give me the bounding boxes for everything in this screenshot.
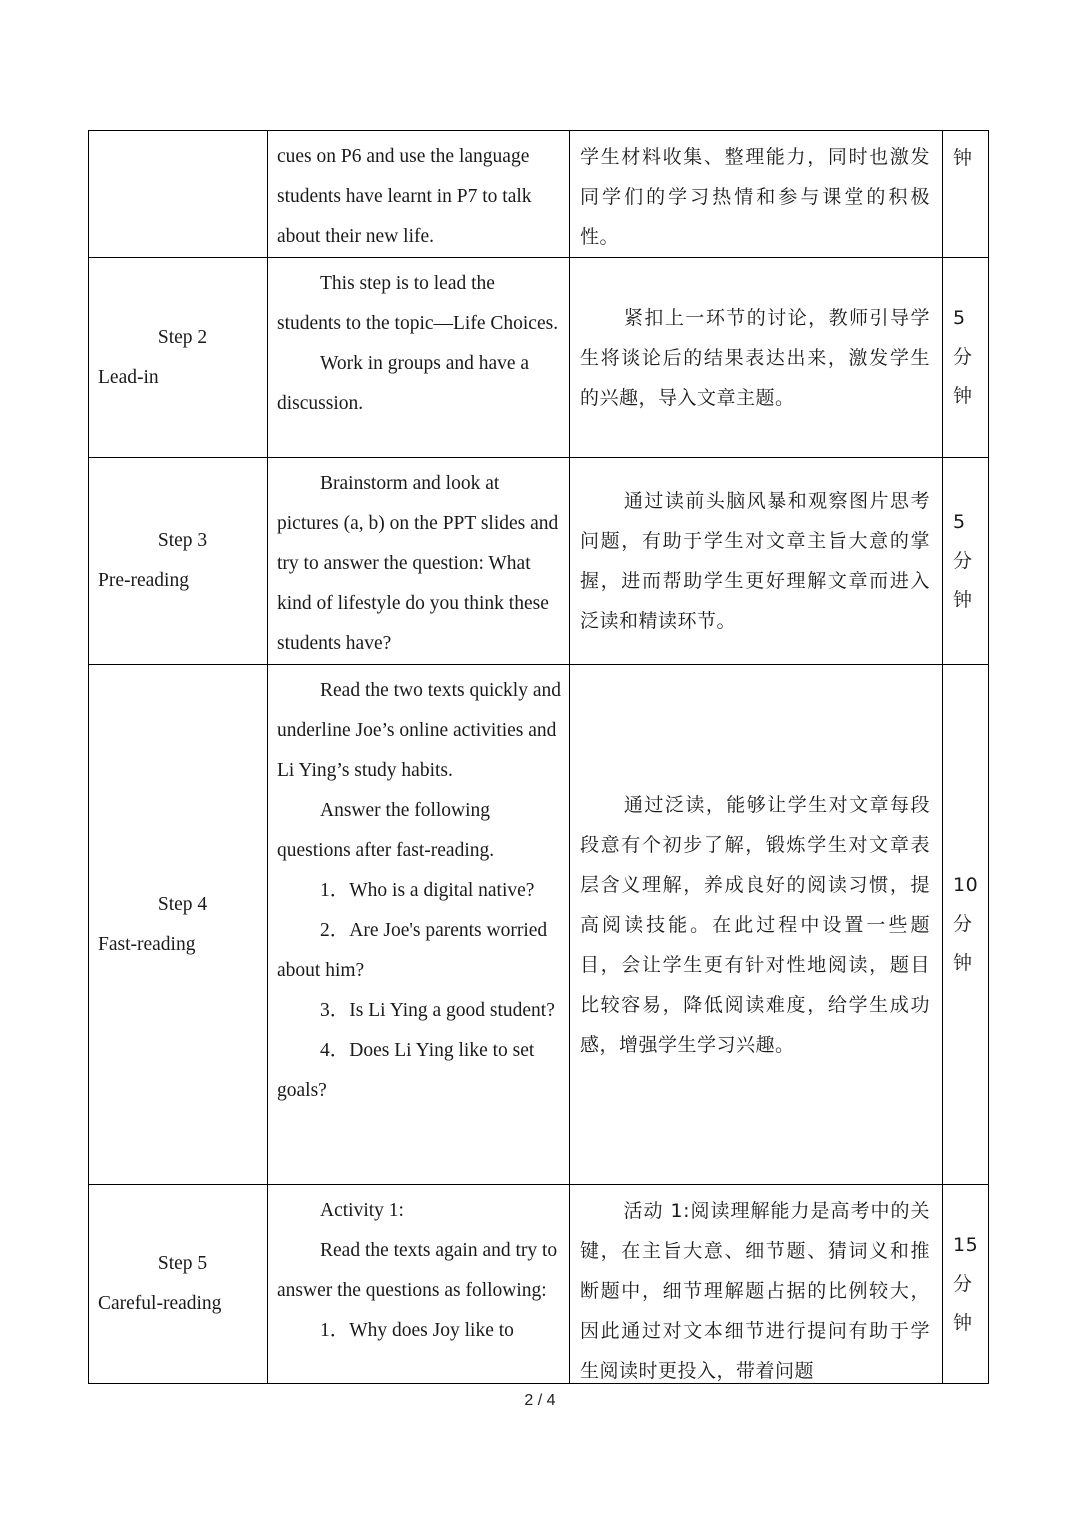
activities-cell	[268, 1185, 570, 1384]
question-item: 4．Does Li Ying like to set goals?	[277, 1040, 535, 1101]
time-cell	[943, 131, 989, 258]
purpose-text: 紧扣上一环节的讨论，教师引导学生将谈论后的结果表达出来，激发学生的兴趣，导入文章主题。	[580, 306, 930, 409]
activity-text: cues on P6 and use the language students have learnt in P7 to talk about their new life.	[277, 146, 532, 247]
time-minutes: 10	[953, 874, 979, 896]
time-unit-2: 钟	[953, 1311, 973, 1334]
activity-text: Brainstorm and look at pictures (a, b) on the PPT slides and try to answer the question: What kind of lifestyle do you think these students have?	[277, 473, 559, 654]
activities-cell	[268, 131, 570, 258]
activity-text: This step is to lead the students to the topic—Life Choices.	[277, 273, 559, 334]
question-item: 1．Why does Joy like to	[320, 1320, 514, 1341]
step-cell	[89, 258, 268, 458]
activity-text: Read the two texts quickly and underline Joe’s online activities and Li Ying’s study habits.	[277, 680, 561, 781]
activity-text: Read the texts again and try to answer the questions as following:	[277, 1240, 558, 1301]
lesson-plan-table	[88, 130, 989, 1384]
table-row	[89, 665, 989, 1185]
purpose-cell	[570, 131, 943, 258]
step-name: Lead-in	[98, 366, 159, 388]
activity-text: Activity 1:	[320, 1200, 404, 1221]
step-name: Fast-reading	[98, 933, 196, 955]
purpose-text: 通过泛读，能够让学生对文章每段段意有个初步了解，锻炼学生对文章表层含义理解，养成良好的阅读习惯，提高阅读技能。在此过程中设置一些题目，会让学生更有针对性地阅读，题目比较容易，降低阅读难度，给学生成功感，增强学生学习兴趣。	[580, 793, 930, 1056]
activity-text: Work in groups and have a discussion.	[277, 353, 530, 414]
time-unit-1: 分	[953, 549, 973, 572]
purpose-cell	[570, 258, 943, 458]
page-number: 2 / 4	[524, 1392, 556, 1409]
time-unit-2: 钟	[953, 588, 973, 611]
table-row	[89, 258, 989, 458]
time-unit-1: 分	[953, 913, 973, 935]
purpose-cell	[570, 458, 943, 665]
step-name: Pre-reading	[98, 570, 189, 591]
question-item: 1．Who is a digital native?	[320, 880, 535, 901]
step-number: Step 5	[157, 1253, 208, 1274]
time-unit-2: 钟	[953, 952, 973, 974]
step-cell	[89, 665, 268, 1185]
step-cell	[89, 1185, 268, 1384]
time-minutes: 5	[953, 510, 966, 533]
activities-cell	[268, 665, 570, 1185]
step-name: Careful-reading	[98, 1293, 222, 1314]
purpose-cell	[570, 665, 943, 1185]
question-item: 3．Is Li Ying a good student?	[320, 1000, 555, 1021]
purpose-text: 通过读前头脑风暴和观察图片思考问题，有助于学生对文章主旨大意的掌握，进而帮助学生更好理解文章而进入泛读和精读环节。	[580, 490, 930, 632]
time-minutes: 5	[953, 307, 966, 329]
time-unit-1: 分	[953, 346, 973, 368]
table-row	[89, 131, 989, 258]
time-cell	[943, 258, 989, 458]
purpose-cell	[570, 1185, 943, 1384]
time-text: 钟	[953, 147, 973, 169]
purpose-text: 活动 1:阅读理解能力是高考中的关键，在主旨大意、细节题、猜词义和推断题中，细节理解题占据的比例较大，因此通过对文本细节进行提问有助于学生阅读时更投入，带着问题	[580, 1200, 930, 1382]
purpose-text: 学生材料收集、整理能力，同时也激发同学们的学习热情和参与课堂的积极性。	[580, 146, 930, 248]
time-minutes: 15	[953, 1233, 979, 1256]
time-cell	[943, 1185, 989, 1384]
question-item: 2．Are Joe's parents worried about him?	[277, 920, 548, 981]
time-unit-2: 钟	[953, 385, 973, 407]
step-cell	[89, 458, 268, 665]
activities-cell	[268, 258, 570, 458]
step-number: Step 3	[157, 530, 208, 551]
time-cell	[943, 458, 989, 665]
time-unit-1: 分	[953, 1272, 973, 1295]
table-row	[89, 458, 989, 665]
time-cell	[943, 665, 989, 1185]
table-row	[89, 1185, 989, 1384]
activity-text: Answer the following questions after fast-reading.	[277, 800, 495, 861]
step-cell	[89, 131, 268, 258]
step-number: Step 4	[157, 893, 208, 915]
activities-cell	[268, 458, 570, 665]
step-number: Step 2	[157, 326, 208, 348]
